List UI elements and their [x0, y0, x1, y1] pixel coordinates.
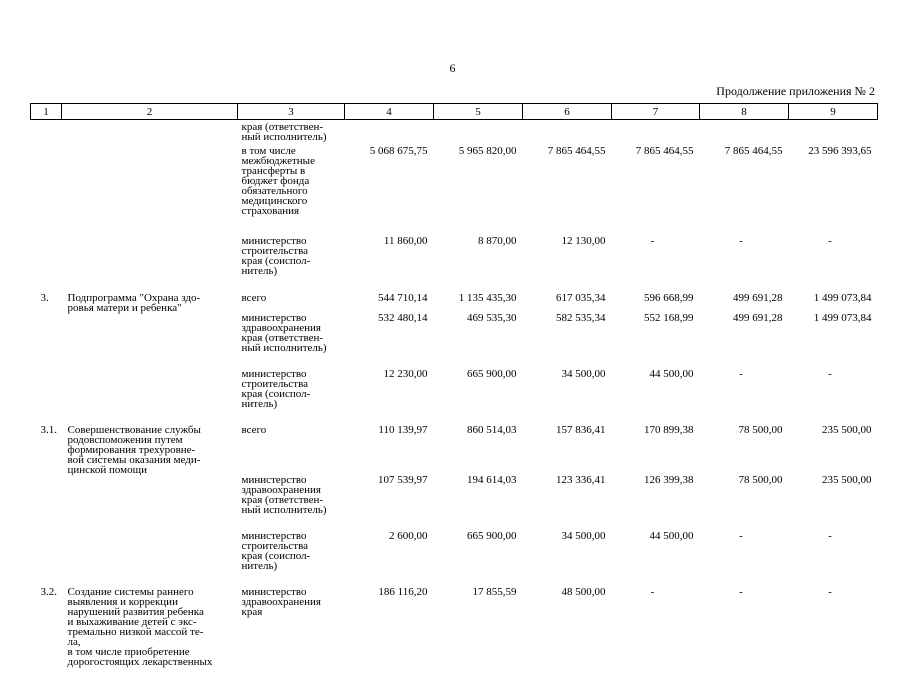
- value-col-6: [523, 120, 612, 146]
- value-col-5: 8 870,00: [478, 234, 517, 247]
- value-col-4: 186 116,20: [378, 585, 428, 598]
- measure-name: [62, 531, 238, 587]
- value-col-6: 123 336,41: [556, 473, 606, 486]
- value-col-7: 7 865 464,55: [635, 144, 694, 157]
- value-col-6: 34 500,00: [561, 529, 606, 542]
- executor: министерство строительства края (соиспол- нитель): [241, 367, 311, 410]
- header-col-5: 5: [434, 104, 523, 120]
- continuation-caption: Продолжение приложения № 2: [716, 84, 875, 98]
- header-col-1: 1: [31, 104, 62, 120]
- header-col-8: 8: [700, 104, 789, 120]
- executor: всего: [241, 291, 267, 304]
- value-col-4: 532 480,14: [378, 311, 428, 324]
- value-col-5: 17 855,59: [472, 585, 517, 598]
- row-number: [31, 369, 62, 425]
- value-col-4: 110 139,97: [378, 423, 428, 436]
- executor: в том числе межбюджетные трансферты в бюджет фонда обязательного медицинского страхования: [241, 144, 315, 217]
- table-row: [31, 293, 878, 313]
- table-row: [31, 369, 878, 425]
- value-col-4: 11 860,00: [383, 234, 428, 247]
- value-col-8: 7 865 464,55: [724, 144, 783, 157]
- value-col-8: 78 500,00: [738, 423, 783, 436]
- value-col-7: 170 899,38: [644, 423, 694, 436]
- value-col-9: -: [828, 529, 832, 542]
- executor: министерство строительства края (соиспол- нитель): [241, 234, 311, 277]
- value-col-4: [345, 120, 434, 146]
- header-col-7: 7: [612, 104, 700, 120]
- table-body: [31, 120, 878, 682]
- row-number: [31, 313, 62, 369]
- value-col-4: 5 068 675,75: [369, 144, 428, 157]
- executor: министерство строительства края (соиспол- нитель): [241, 529, 311, 572]
- value-col-9: 23 596 393,65: [808, 144, 872, 157]
- value-col-6: 34 500,00: [561, 367, 606, 380]
- value-col-5: 5 965 820,00: [458, 144, 517, 157]
- header-col-2: 2: [62, 104, 238, 120]
- value-col-5: [434, 120, 523, 146]
- value-col-4: 2 600,00: [389, 529, 428, 542]
- table-row: [31, 120, 878, 146]
- value-col-6: 12 130,00: [561, 234, 606, 247]
- value-col-8: -: [739, 585, 743, 598]
- value-col-6: 157 836,41: [556, 423, 606, 436]
- value-col-7: 126 399,38: [644, 473, 694, 486]
- value-col-9: 1 499 073,84: [813, 311, 872, 324]
- value-col-7: [612, 120, 700, 146]
- row-number: [31, 475, 62, 531]
- value-col-6: 48 500,00: [561, 585, 606, 598]
- measure-name: [62, 313, 238, 369]
- value-col-6: 582 535,34: [556, 311, 606, 324]
- table-row: [31, 236, 878, 293]
- measure-name: [62, 120, 238, 146]
- row-number: 3.1.: [40, 423, 57, 436]
- header-col-3: 3: [238, 104, 345, 120]
- measure-name: Подпрограмма "Охрана здо- ровья матери и ребенка": [67, 291, 201, 314]
- page-number: 6: [449, 61, 456, 75]
- executor: края (ответствен- ный исполнитель): [241, 121, 327, 143]
- value-col-9: 235 500,00: [822, 473, 872, 486]
- measure-name: [62, 475, 238, 531]
- value-col-8: -: [739, 367, 743, 380]
- value-col-8: 78 500,00: [738, 473, 783, 486]
- executor: министерство здравоохранения края (ответствен- ный исполнитель): [241, 473, 327, 516]
- header-col-4: 4: [345, 104, 434, 120]
- value-col-8: [700, 120, 789, 146]
- row-number: [31, 236, 62, 293]
- value-col-5: 860 514,03: [467, 423, 517, 436]
- row-number: [31, 120, 62, 146]
- value-col-9: -: [828, 234, 832, 247]
- executor: министерство здравоохранения края: [241, 585, 321, 618]
- row-number: [31, 146, 62, 236]
- measure-name: Создание системы раннего выявления и коррекции нарушений развития ребенка и выхаживание детей с экс- тремально низкой массой те- ла, в том числе приобретение дорогостоящих лекарственных: [67, 585, 213, 668]
- value-col-7: 44 500,00: [649, 367, 694, 380]
- value-col-6: 617 035,34: [556, 291, 606, 304]
- value-col-9: -: [828, 585, 832, 598]
- row-number: 3.: [40, 291, 49, 304]
- executor: министерство здравоохранения края (ответствен- ный исполнитель): [241, 311, 327, 354]
- table-row: [31, 425, 878, 475]
- value-col-4: 12 230,00: [383, 367, 428, 380]
- value-col-7: 596 668,99: [644, 291, 694, 304]
- executor: всего: [241, 423, 267, 436]
- value-col-6: 7 865 464,55: [547, 144, 606, 157]
- row-number: [31, 531, 62, 587]
- measure-name: [62, 146, 238, 236]
- table-row: [31, 475, 878, 531]
- header-row: [31, 104, 878, 120]
- header-col-9: 9: [789, 104, 878, 120]
- value-col-9: -: [828, 367, 832, 380]
- value-col-4: 544 710,14: [378, 291, 428, 304]
- table-row: [31, 587, 878, 682]
- row-number: 3.2.: [40, 585, 57, 598]
- value-col-8: -: [739, 529, 743, 542]
- value-col-7: -: [650, 234, 655, 247]
- value-col-7: 44 500,00: [649, 529, 694, 542]
- value-col-5: 1 135 435,30: [458, 291, 517, 304]
- value-col-7: 552 168,99: [644, 311, 694, 324]
- budget-table: [30, 103, 878, 682]
- measure-name: [62, 236, 238, 293]
- measure-name: Совершенствование службы родовспоможения путем формирования трехуровне- вой системы оказания меди- цинской помощи: [67, 423, 201, 476]
- value-col-9: 1 499 073,84: [813, 291, 872, 304]
- table-row: [31, 146, 878, 236]
- table-row: [31, 531, 878, 587]
- measure-name: [62, 369, 238, 425]
- value-col-9: [789, 120, 878, 146]
- header-col-6: 6: [523, 104, 612, 120]
- value-col-9: 235 500,00: [822, 423, 872, 436]
- value-col-4: 107 539,97: [378, 473, 428, 486]
- value-col-7: -: [650, 585, 655, 598]
- value-col-8: 499 691,28: [733, 291, 783, 304]
- table-row: [31, 313, 878, 369]
- value-col-5: 665 900,00: [467, 529, 517, 542]
- value-col-5: 469 535,30: [467, 311, 517, 324]
- value-col-8: 499 691,28: [733, 311, 783, 324]
- value-col-5: 665 900,00: [467, 367, 517, 380]
- value-col-5: 194 614,03: [467, 473, 517, 486]
- value-col-8: -: [739, 234, 743, 247]
